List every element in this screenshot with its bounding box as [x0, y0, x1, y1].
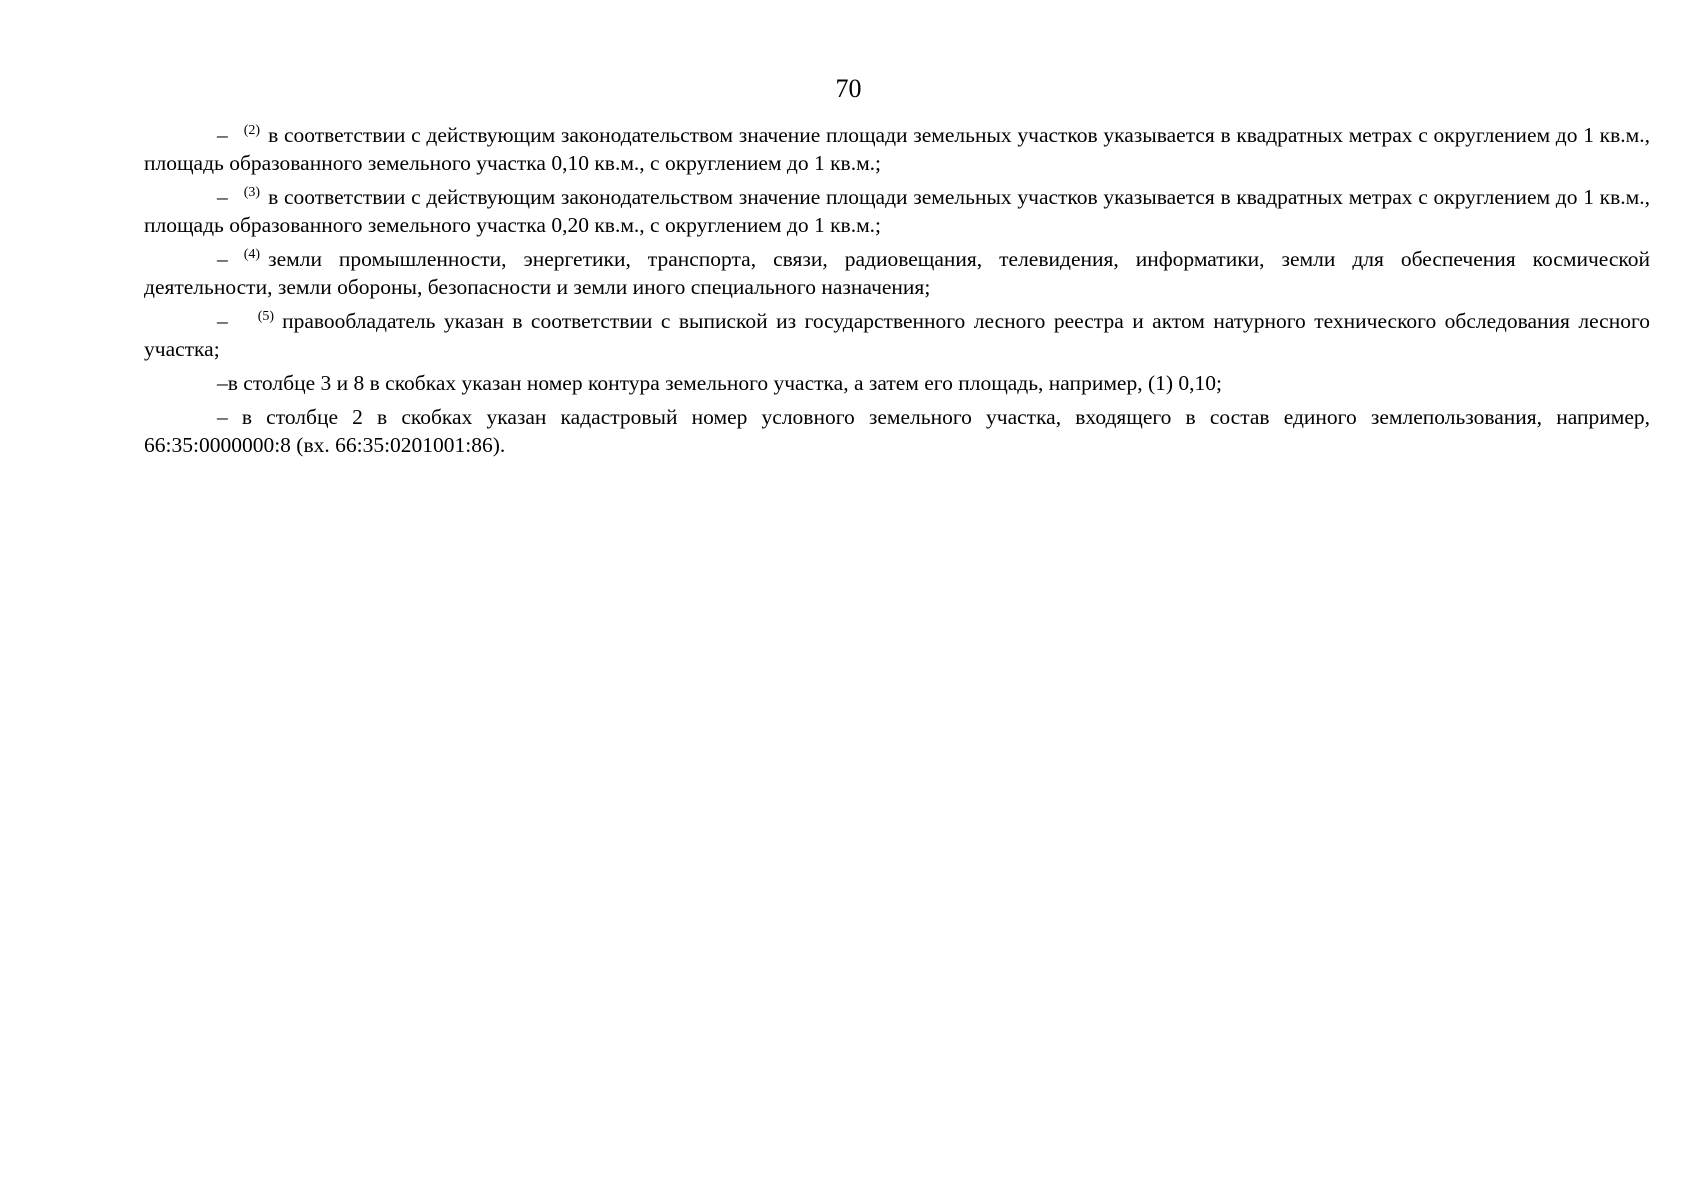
footnote-ref: (2): [243, 122, 261, 138]
note-cadastral-number: [144, 403, 1650, 459]
footnote-ref: (4): [243, 246, 261, 262]
footnote-dash: –: [217, 309, 228, 333]
footnote-text: правообладатель указан в соответствии с выпиской из государственного лесного реестра и актом натурного технического обследования лесного участка;: [144, 309, 1650, 361]
footnote-dash: –: [217, 185, 228, 209]
footnote-4: [144, 245, 1650, 301]
page-number: 70: [835, 74, 862, 103]
note-text: – в столбце 2 в скобках указан кадастровый номер условного земельного участка, входящего в состав единого землепользования, например, 66:35:0000000:8 (вх. 66:35:0201001:86).: [144, 405, 1650, 457]
footnote-ref: (3): [243, 184, 261, 200]
footnote-dash: –: [217, 123, 228, 147]
footnote-text: земли промышленности, энергетики, транспорта, связи, радиовещания, телевидения, информатики, земли для обеспечения космической деятельности, земли обороны, безопасности и земли иного специального назначения;: [144, 247, 1650, 299]
footnotes-list: [144, 121, 1650, 465]
note-contour-columns: [144, 369, 1650, 397]
footnote-3: [144, 183, 1650, 239]
footnote-5: [144, 307, 1650, 363]
footnote-text: в соответствии с действующим законодательством значение площади земельных участков указывается в квадратных метрах с округлением до 1 кв.м., площадь образованного земельного участка 0,20 кв.м., с округлением до 1 кв.м.;: [144, 185, 1650, 237]
footnote-text: в соответствии с действующим законодательством значение площади земельных участков указывается в квадратных метрах с округлением до 1 кв.м., площадь образованного земельного участка 0,10 кв.м., с округлением до 1 кв.м.;: [144, 123, 1650, 175]
note-text: –в столбце 3 и 8 в скобках указан номер контура земельного участка, а затем его площадь, например, (1) 0,10;: [217, 371, 1223, 395]
footnote-ref: (5): [257, 308, 275, 324]
footnote-dash: –: [217, 247, 228, 271]
footnote-2: [144, 121, 1650, 177]
